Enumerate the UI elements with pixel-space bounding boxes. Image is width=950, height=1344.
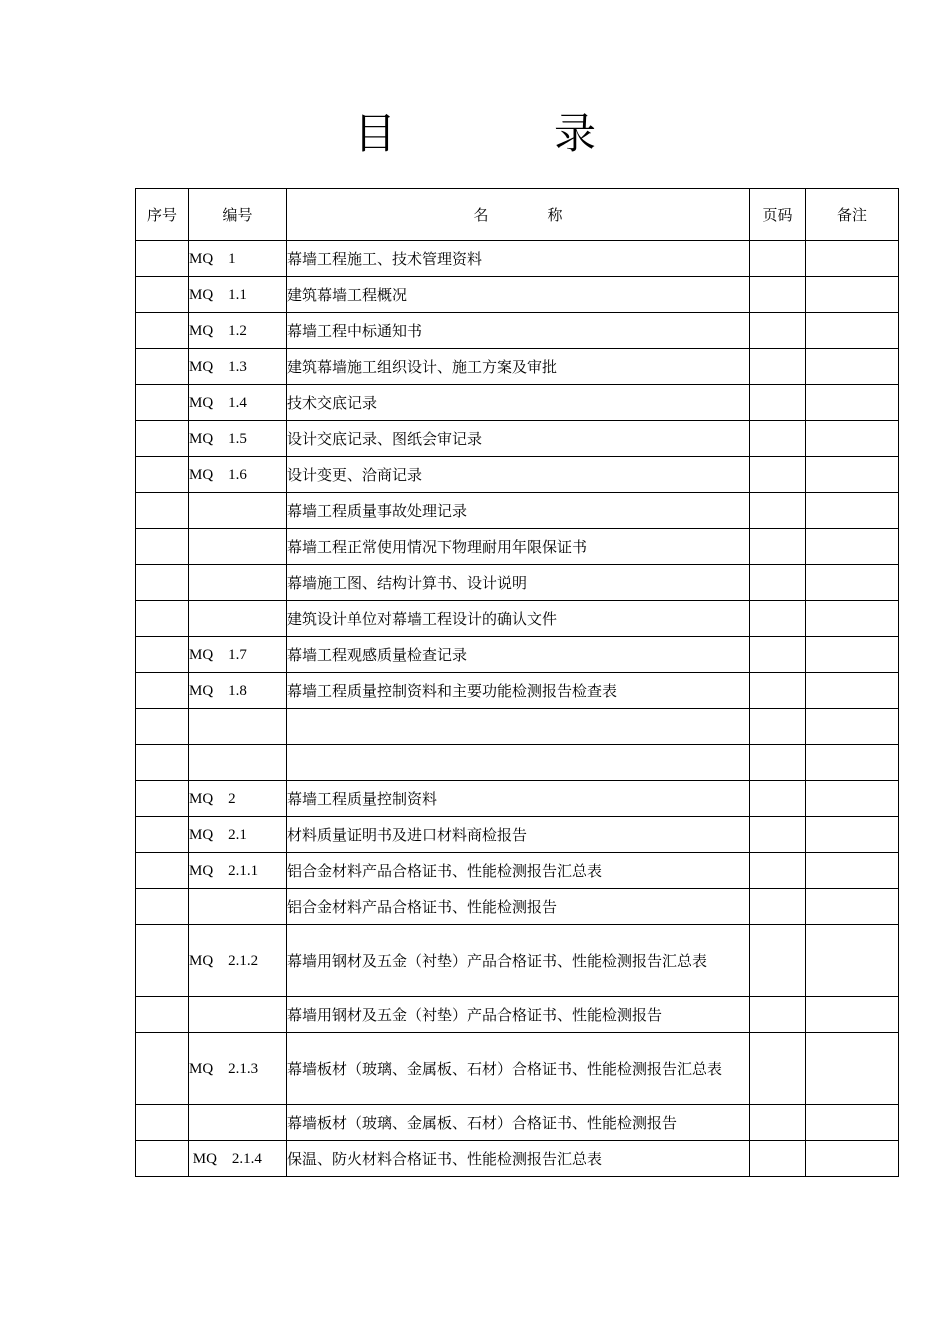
table-row <box>136 1105 899 1141</box>
cell-page <box>750 421 806 457</box>
cell-code <box>189 601 287 637</box>
cell-seq <box>136 313 189 349</box>
cell-page <box>750 277 806 313</box>
table-row <box>136 1141 899 1177</box>
cell-seq <box>136 349 189 385</box>
cell-code <box>189 745 287 781</box>
cell-code: MQ 1.4 <box>189 385 287 421</box>
header-remark: 备注 <box>806 189 899 241</box>
cell-page <box>750 529 806 565</box>
cell-name: 幕墙工程观感质量检查记录 <box>287 637 750 673</box>
cell-page <box>750 1141 806 1177</box>
cell-name: 保温、防火材料合格证书、性能检测报告汇总表 <box>287 1141 750 1177</box>
cell-name: 铝合金材料产品合格证书、性能检测报告汇总表 <box>287 853 750 889</box>
table-row <box>136 1033 899 1105</box>
cell-remark <box>806 457 899 493</box>
cell-page <box>750 1033 806 1105</box>
cell-remark <box>806 493 899 529</box>
cell-code: MQ 1.2 <box>189 313 287 349</box>
header-seq: 序号 <box>136 189 189 241</box>
cell-code <box>189 493 287 529</box>
cell-seq <box>136 997 189 1033</box>
table-row <box>136 241 899 277</box>
cell-remark <box>806 853 899 889</box>
cell-code: MQ 1.8 <box>189 673 287 709</box>
cell-page <box>750 637 806 673</box>
cell-name: 设计交底记录、图纸会审记录 <box>287 421 750 457</box>
cell-code <box>189 709 287 745</box>
cell-remark <box>806 349 899 385</box>
table-row <box>136 925 899 997</box>
cell-remark <box>806 781 899 817</box>
table-row <box>136 997 899 1033</box>
cell-remark <box>806 889 899 925</box>
table-header-row <box>136 189 899 241</box>
cell-seq <box>136 385 189 421</box>
cell-remark <box>806 925 899 997</box>
toc-table <box>135 188 899 1177</box>
cell-seq <box>136 457 189 493</box>
cell-code: MQ 1.5 <box>189 421 287 457</box>
cell-page <box>750 889 806 925</box>
header-name <box>287 189 750 241</box>
table-row <box>136 601 899 637</box>
header-page: 页码 <box>750 189 806 241</box>
cell-code: MQ 1.7 <box>189 637 287 673</box>
cell-name: 设计变更、洽商记录 <box>287 457 750 493</box>
cell-page <box>750 925 806 997</box>
cell-seq <box>136 1141 189 1177</box>
cell-name: 幕墙施工图、结构计算书、设计说明 <box>287 565 750 601</box>
table-row <box>136 745 899 781</box>
cell-remark <box>806 313 899 349</box>
table-row <box>136 853 899 889</box>
cell-name: 铝合金材料产品合格证书、性能检测报告 <box>287 889 750 925</box>
cell-name: 幕墙工程施工、技术管理资料 <box>287 241 750 277</box>
table-row <box>136 781 899 817</box>
cell-page <box>750 313 806 349</box>
cell-code: MQ 2.1 <box>189 817 287 853</box>
cell-code <box>189 529 287 565</box>
cell-page <box>750 601 806 637</box>
cell-seq <box>136 1105 189 1141</box>
cell-seq <box>136 925 189 997</box>
cell-page <box>750 709 806 745</box>
table-row <box>136 529 899 565</box>
cell-name: 材料质量证明书及进口材料商检报告 <box>287 817 750 853</box>
cell-seq <box>136 421 189 457</box>
cell-name: 幕墙用钢材及五金（衬垫）产品合格证书、性能检测报告 <box>287 997 750 1033</box>
cell-seq <box>136 673 189 709</box>
cell-code: MQ 1.1 <box>189 277 287 313</box>
table-row <box>136 889 899 925</box>
cell-seq <box>136 493 189 529</box>
cell-remark <box>806 673 899 709</box>
cell-remark <box>806 565 899 601</box>
header-name-part2: 称 <box>547 205 563 224</box>
cell-remark <box>806 385 899 421</box>
cell-remark <box>806 709 899 745</box>
cell-code: MQ 2.1.3 <box>189 1033 287 1105</box>
table-row <box>136 817 899 853</box>
cell-code <box>189 565 287 601</box>
cell-page <box>750 565 806 601</box>
cell-remark <box>806 529 899 565</box>
cell-page <box>750 457 806 493</box>
cell-page <box>750 745 806 781</box>
cell-seq <box>136 817 189 853</box>
cell-name: 建筑设计单位对幕墙工程设计的确认文件 <box>287 601 750 637</box>
table-row <box>136 565 899 601</box>
cell-seq <box>136 853 189 889</box>
page-title: 目 录 <box>353 109 654 158</box>
cell-name: 幕墙板材（玻璃、金属板、石材）合格证书、性能检测报告汇总表 <box>287 1033 750 1105</box>
table-row <box>136 493 899 529</box>
cell-name: 建筑幕墙工程概况 <box>287 277 750 313</box>
cell-page <box>750 997 806 1033</box>
cell-remark <box>806 997 899 1033</box>
table-row <box>136 457 899 493</box>
cell-seq <box>136 709 189 745</box>
table-row <box>136 673 899 709</box>
cell-page <box>750 853 806 889</box>
cell-remark <box>806 277 899 313</box>
cell-code <box>189 1105 287 1141</box>
cell-code: MQ 2 <box>189 781 287 817</box>
cell-remark <box>806 745 899 781</box>
cell-page <box>750 817 806 853</box>
cell-name: 幕墙工程正常使用情况下物理耐用年限保证书 <box>287 529 750 565</box>
cell-remark <box>806 817 899 853</box>
table-row <box>136 349 899 385</box>
cell-code: MQ 1.6 <box>189 457 287 493</box>
cell-seq <box>136 781 189 817</box>
cell-page <box>750 781 806 817</box>
cell-name <box>287 745 750 781</box>
cell-seq <box>136 565 189 601</box>
cell-page <box>750 241 806 277</box>
header-code: 编号 <box>189 189 287 241</box>
cell-name: 建筑幕墙施工组织设计、施工方案及审批 <box>287 349 750 385</box>
cell-seq <box>136 889 189 925</box>
cell-name: 幕墙用钢材及五金（衬垫）产品合格证书、性能检测报告汇总表 <box>287 925 750 997</box>
cell-seq <box>136 529 189 565</box>
cell-page <box>750 349 806 385</box>
cell-page <box>750 385 806 421</box>
cell-name: 幕墙工程质量控制资料和主要功能检测报告检查表 <box>287 673 750 709</box>
cell-remark <box>806 1033 899 1105</box>
table-row <box>136 313 899 349</box>
cell-name: 幕墙工程中标通知书 <box>287 313 750 349</box>
cell-name: 幕墙板材（玻璃、金属板、石材）合格证书、性能检测报告 <box>287 1105 750 1141</box>
cell-name: 技术交底记录 <box>287 385 750 421</box>
header-name-part1: 名 <box>473 205 489 224</box>
cell-remark <box>806 241 899 277</box>
cell-page <box>750 1105 806 1141</box>
table-row <box>136 637 899 673</box>
cell-seq <box>136 241 189 277</box>
cell-code <box>189 889 287 925</box>
table-body <box>136 241 899 1177</box>
cell-code: MQ 2.1.4 <box>189 1141 287 1177</box>
cell-seq <box>136 277 189 313</box>
cell-seq <box>136 637 189 673</box>
cell-remark <box>806 421 899 457</box>
cell-name: 幕墙工程质量事故处理记录 <box>287 493 750 529</box>
cell-name: 幕墙工程质量控制资料 <box>287 781 750 817</box>
cell-page <box>750 673 806 709</box>
cell-code: MQ 2.1.2 <box>189 925 287 997</box>
table-row <box>136 421 899 457</box>
cell-name <box>287 709 750 745</box>
cell-code: MQ 2.1.1 <box>189 853 287 889</box>
cell-code: MQ 1 <box>189 241 287 277</box>
cell-seq <box>136 1033 189 1105</box>
cell-code: MQ 1.3 <box>189 349 287 385</box>
cell-seq <box>136 745 189 781</box>
table-row <box>136 709 899 745</box>
table-row <box>136 385 899 421</box>
cell-seq <box>136 601 189 637</box>
table-row <box>136 277 899 313</box>
cell-page <box>750 493 806 529</box>
cell-remark <box>806 1105 899 1141</box>
cell-remark <box>806 637 899 673</box>
cell-code <box>189 997 287 1033</box>
cell-remark <box>806 601 899 637</box>
cell-remark <box>806 1141 899 1177</box>
